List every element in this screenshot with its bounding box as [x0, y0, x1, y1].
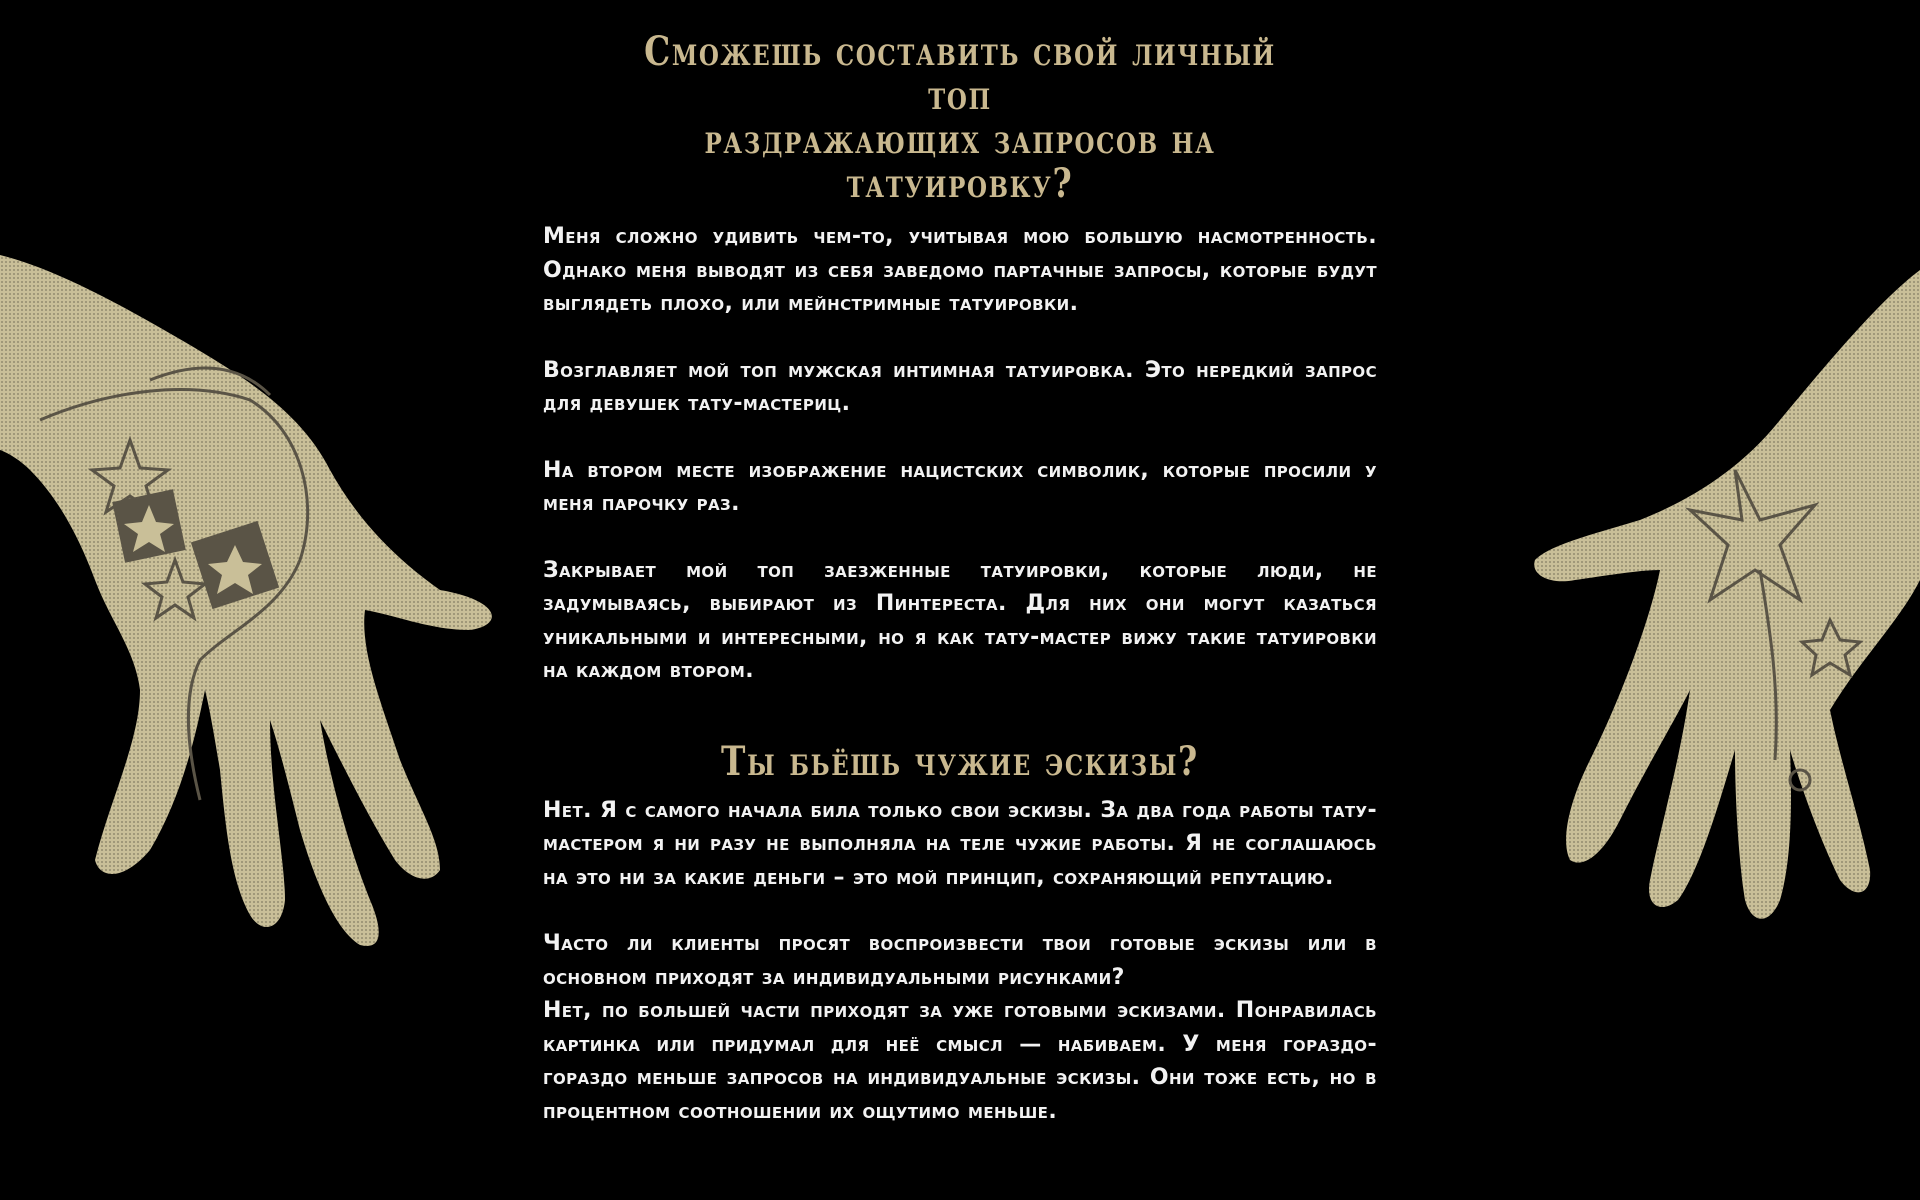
section-2-question: Часто ли клиенты просят воспроизвести твои готовые эскизы или в основном приходят за индивидуальными рисунками? [543, 931, 1377, 990]
article-column [543, 30, 1377, 1128]
section-1-heading-line-1: Сможешь составить свой личный топ [644, 28, 1276, 119]
section-1-paragraph-1: Меня сложно удивить чем-то, учитывая мою большую насмотренность. Однако меня выводят из себя заведомо партачные запросы, которые будут выглядеть плохо, или мейнстримные татуировки. [543, 224, 1377, 316]
section-2-heading-text: Ты бьёшь чужие эскизы? [721, 737, 1199, 785]
section-2-paragraph-1: Нет. Я с самого начала била только свои эскизы. За два года работы тату-мастером я ни разу не выполняла на теле чужие работы. Я не соглашаюсь на это ни за какие деньги – это мой принцип, сохраняющий репутацию. [543, 797, 1377, 890]
section-1-paragraph-4: Закрывает мой топ заезженные татуировки, которые люди, не задумываясь, выбирают из Пинтереста. Для них они могут казаться уникальными и интересными, но я как тату-мастер вижу такие татуировки на каждом втором. [543, 557, 1377, 683]
right-hand-svg [1360, 0, 1920, 1200]
section-2-body [543, 794, 1377, 1129]
section-1-heading [618, 30, 1302, 206]
left-hand-svg [0, 0, 560, 1200]
section-1-paragraph-2: Возглавляет мой топ мужская интимная татуировка. Это нередкий запрос для девушек тату-мастериц. [543, 357, 1377, 416]
section-2-heading [618, 737, 1302, 785]
section-1-body [543, 220, 1377, 688]
left-hand-shape [0, 255, 492, 946]
section-1-heading-line-2: раздражающих запросов на татуировку? [704, 116, 1216, 207]
section-1-paragraph-3: На втором месте изображение нацистских символик, которые просили у меня парочку раз. [543, 457, 1377, 516]
right-hand-shape [1534, 270, 1920, 919]
section-2-answer: Нет, по большей части приходят за уже готовыми эскизами. Понравилась картинка или придумал для неё смысл — набиваем. У меня гораздо-гораздо меньше запросов на индивидуальные эскизы. Они тоже есть, но в процентном соотношении их ощутимо меньше. [543, 998, 1377, 1124]
left-tattooed-hand-illustration [0, 0, 560, 1200]
right-tattooed-hand-illustration [1360, 0, 1920, 1200]
